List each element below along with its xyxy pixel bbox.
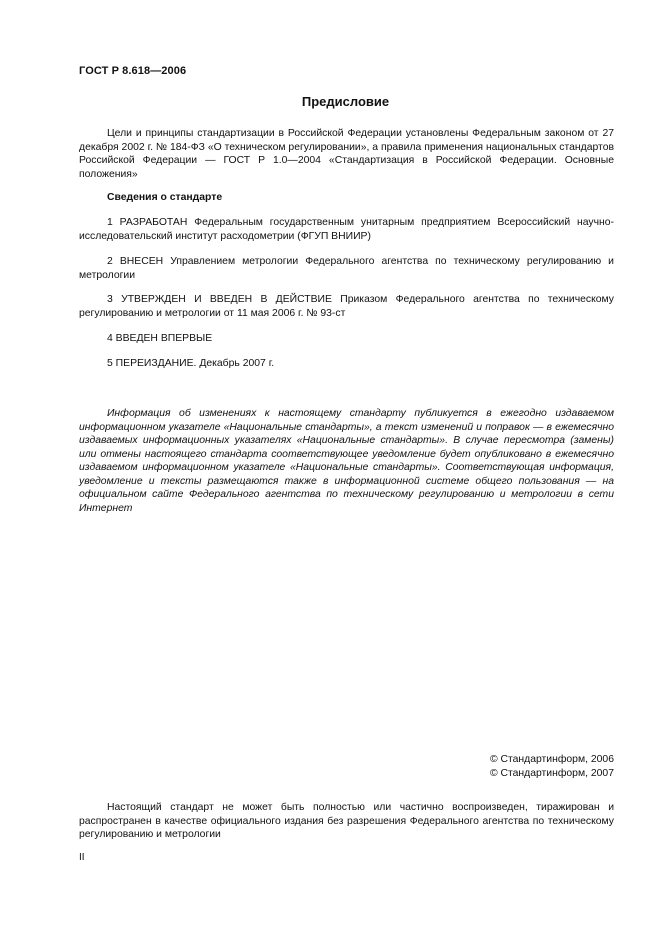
copyright-line: © Стандартинформ, 2007 xyxy=(489,768,614,779)
list-item: 4 ВВЕДЕН ВПЕРВЫЕ xyxy=(107,333,213,344)
reproduction-notice: Настоящий стандарт не может быть полностью или частично воспроизведен, тиражирован и распространен в качестве официального издания без разрешения Федерального агентства по техническому регулированию и метрологии xyxy=(79,802,614,840)
intro-paragraph: Цели и принципы стандартизации в Российской Федерации установлены Федеральным законом от 27 декабря 2002 г. № 184-ФЗ «О техническом регулировании», а правила применения национальных стандартов Российской Федерации — ГОСТ Р 1.0—2004 «Стандартизация в Российской Федерации. Основные положения» xyxy=(79,128,614,180)
copyright-line: © Стандартинформ, 2006 xyxy=(489,754,614,765)
section-heading: Сведения о стандарте xyxy=(107,192,223,203)
list-item: 5 ПЕРЕИЗДАНИЕ. Декабрь 2007 г. xyxy=(107,358,275,369)
page-number: II xyxy=(79,852,85,863)
copyright-block xyxy=(490,753,614,781)
page-title: Предисловие xyxy=(301,94,390,109)
list-item: 1 РАЗРАБОТАН Федеральным государственным унитарным предприятием Всероссийский научно-исследовательский институт расходометрии (ФГУП ВНИИР) xyxy=(79,217,614,242)
list-item: 2 ВНЕСЕН Управлением метрологии Федерального агентства по техническому регулированию и метрологии xyxy=(79,256,614,281)
info-notice: Информация об изменениях к настоящему стандарту публикуется в ежегодно издаваемом информационном указателе «Национальные стандарты», а текст изменений и поправок — в ежемесячно издаваемых информационных указателях «Национальные стандарты». В случае пересмотра (замены) или отмены настоящего стандарта соответствующее уведомление будет опубликовано в ежемесячно издаваемом информационном указателе «Национальные стандарты». Соответствующая информация, уведомление и тексты размещаются также в информационной системе общего пользования — на официальном сайте Федерального агентства по техническому регулированию и метрологии в сети Интернет xyxy=(79,408,614,514)
list-item: 3 УТВЕРЖДЕН И ВВЕДЕН В ДЕЙСТВИЕ Приказом Федерального агентства по техническому регулированию и метрологии от 11 мая 2006 г. № 93-ст xyxy=(79,294,614,319)
standard-code: ГОСТ Р 8.618—2006 xyxy=(79,65,187,77)
